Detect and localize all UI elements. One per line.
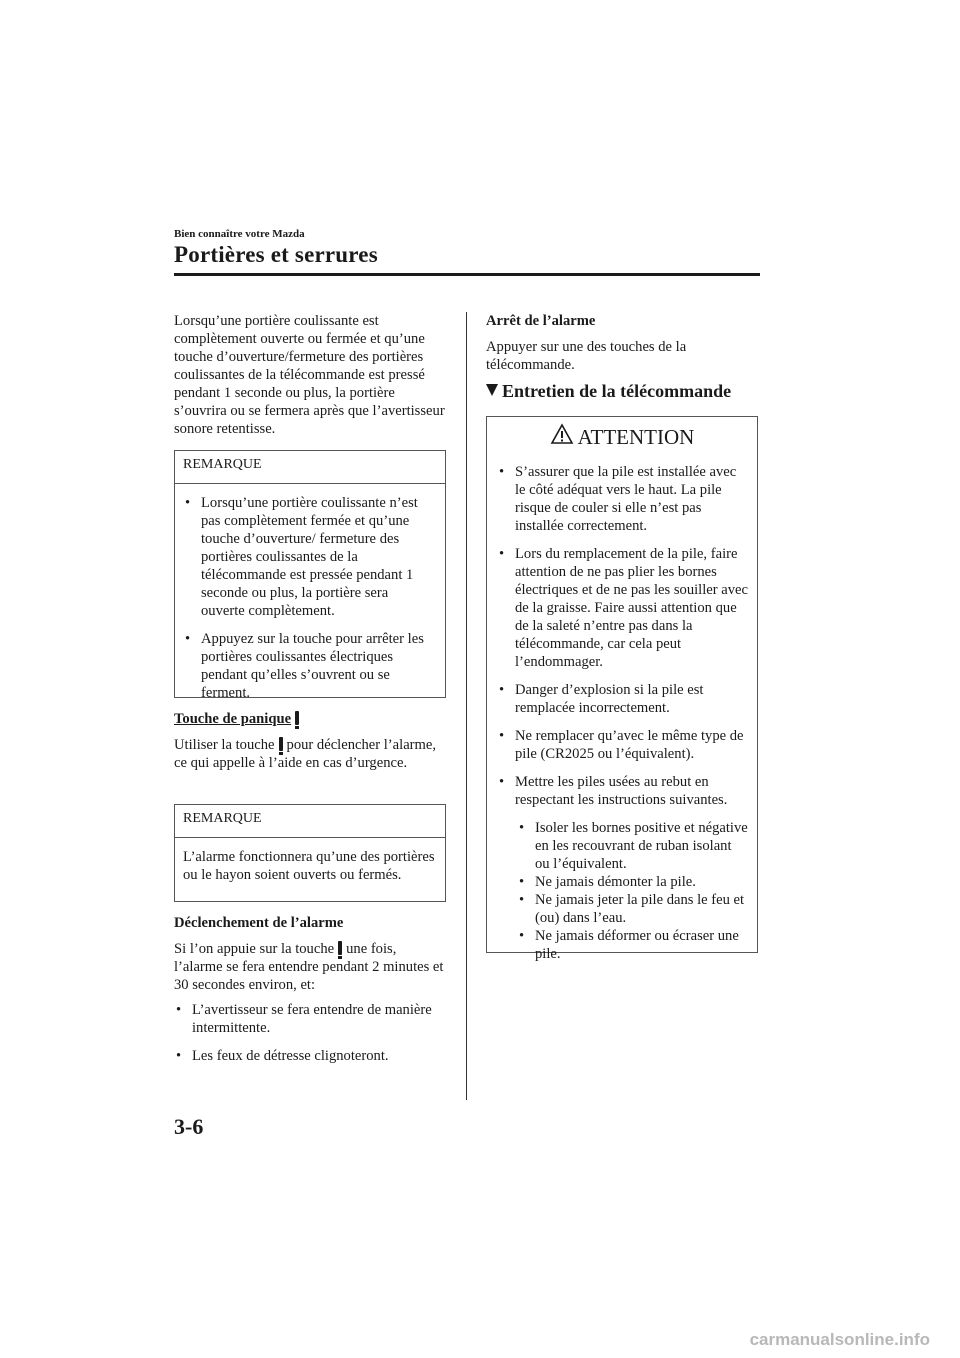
chapter-title: Portières et serrures [174, 242, 378, 267]
trigger-text-a: Si l’on appuie sur la touche [174, 941, 335, 957]
attention-item: • Mettre les piles usées au rebut en respectant les instructions suivantes. [497, 773, 749, 809]
attention-subitem: • Ne jamais démonter la pile. [515, 873, 749, 891]
attention-item: • S’assurer que la pile est installée avec le côté adéquat vers le haut. La pile risque de couler si elle n’est pas installée correctement. [497, 463, 749, 535]
column-divider [466, 312, 467, 1100]
note-box-1 [174, 450, 446, 701]
section-label: Bien connaître votre Mazda [174, 228, 305, 240]
note-list [175, 484, 445, 702]
panic-icon [295, 711, 299, 725]
watermark: carmanualsonline.info [749, 1330, 930, 1349]
panic-heading-text: Touche de panique [174, 711, 292, 727]
stop-heading: Arrêt de l’alarme [486, 313, 596, 329]
note-item: • Appuyez sur la touche pour arrêter les portières coulissantes électriques pendant qu’elles s’ouvrent ou se ferment. [183, 630, 435, 702]
attention-header [487, 417, 757, 463]
title-rule [174, 273, 760, 276]
page-number: 3-6 [174, 1114, 204, 1139]
panic-icon [279, 737, 283, 751]
stop-paragraph: Appuyer sur une des touches de la télécommande. [486, 339, 687, 373]
attention-item: • Danger d’explosion si la pile est remplacée incorrectement. [497, 681, 749, 717]
warning-icon [550, 423, 574, 445]
panic-heading [174, 710, 446, 728]
note-text: L’alarme fonctionnera qu’une des portières ou le hayon soient ouverts ou fermés. [183, 849, 435, 883]
attention-subitem: • Ne jamais déformer ou écraser une pile. [515, 927, 749, 963]
attention-list [487, 463, 757, 809]
trigger-heading: Déclenchement de l’alarme [174, 915, 344, 931]
trigger-paragraph [174, 940, 446, 994]
panic-icon [338, 941, 342, 955]
attention-subitem: • Isoler les bornes positive et négative en les recouvrant de ruban isolant ou l’équivalent. [515, 819, 749, 873]
attention-box [486, 416, 758, 962]
note-title: REMARQUE [175, 451, 445, 484]
maintenance-heading-text: Entretien de la télécommande [502, 381, 732, 401]
trigger-item: • L’avertisseur se fera entendre de manière intermittente. [174, 1001, 446, 1037]
trigger-text-b: une fois, l’alarme se fera entendre pendant 2 minutes et 30 secondes environ, et: [174, 941, 444, 993]
panic-text-a: Utiliser la touche [174, 737, 275, 753]
maintenance-heading [486, 381, 758, 402]
triangle-marker-icon [486, 384, 498, 396]
attention-item: • Lors du remplacement de la pile, faire attention de ne pas plier les bornes électriques et de ne pas les souiller avec de la graisse. Faire aussi attention que de la saleté n’entre pas dans la télécommande, car cela peut l’endommager. [497, 545, 749, 671]
trigger-list [174, 1001, 446, 1065]
note-box-2 [174, 804, 446, 902]
attention-subitem: • Ne jamais jeter la pile dans le feu et (ou) dans l’eau. [515, 891, 749, 927]
intro-paragraph: Lorsqu’une portière coulissante est complètement ouverte ou fermée et qu’une touche d’ouverture/fermeture des portières coulissantes de la télécommande est pressé pendant 1 seconde ou plus, la portière s’ouvrira ou se fermera après que l’avertisseur sonore retentisse. [174, 313, 445, 437]
attention-sublist [487, 819, 757, 963]
note-title: REMARQUE [175, 805, 445, 838]
attention-title: ATTENTION [577, 425, 695, 449]
panic-paragraph [174, 736, 446, 772]
note-item: • Lorsqu’une portière coulissante n’est pas complètement fermée et qu’une touche d’ouverture/ fermeture des portières coulissantes de la télécommande est pressée pendant 1 seconde ou plus, la portière sera ouverte complètement. [183, 494, 435, 620]
panic-text-b: pour déclencher l’alarme, ce qui appelle à l’aide en cas d’urgence. [174, 737, 437, 771]
attention-item: • Ne remplacer qu’avec le même type de pile (CR2025 ou l’équivalent). [497, 727, 749, 763]
trigger-item: • Les feux de détresse clignoteront. [174, 1047, 446, 1065]
